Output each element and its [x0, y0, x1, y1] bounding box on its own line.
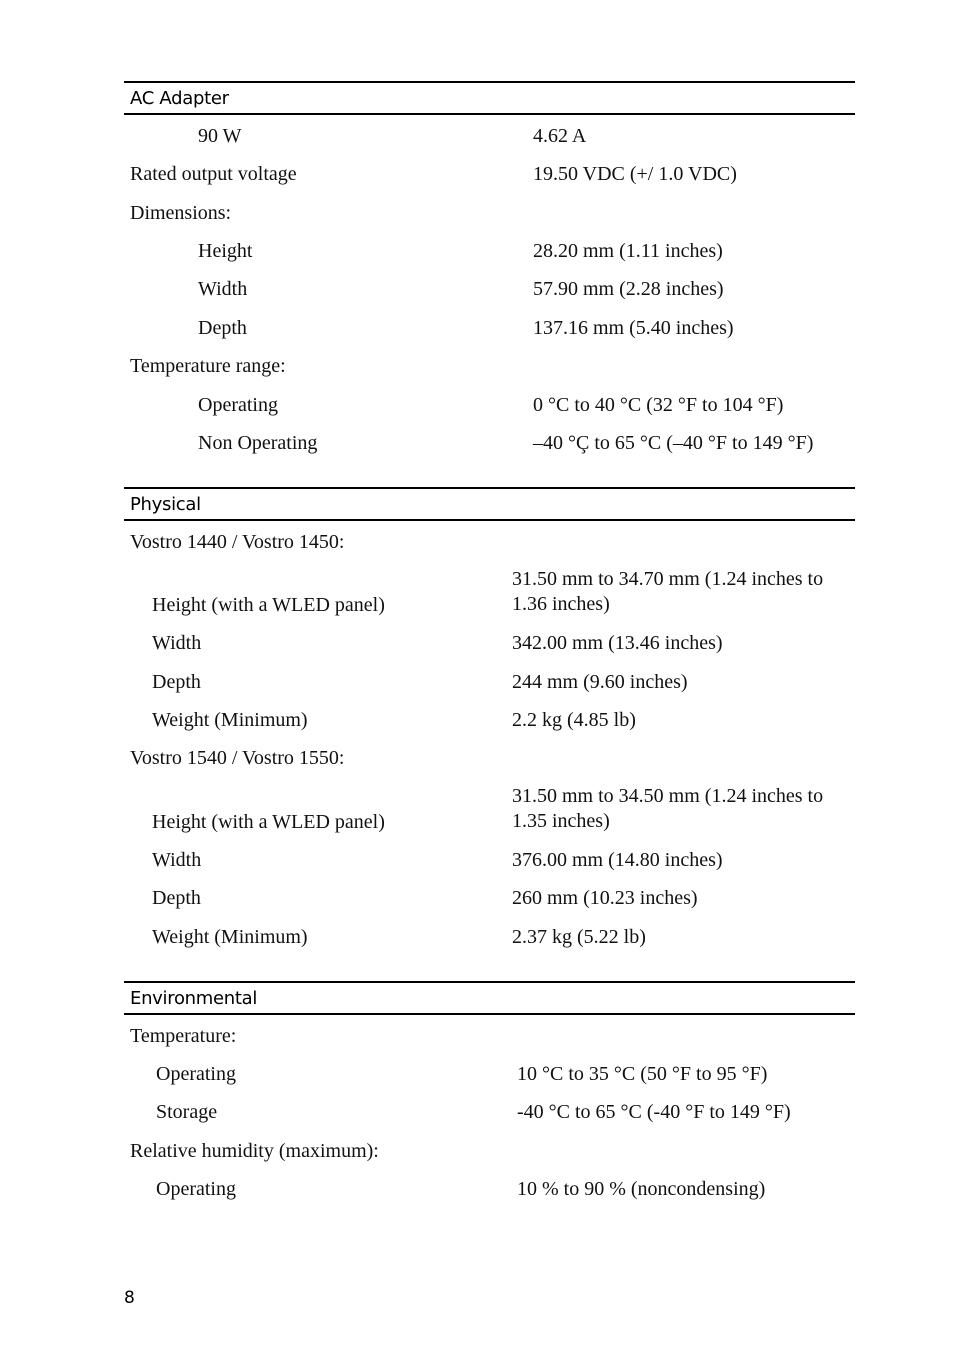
spec-value: 31.50 mm to 34.50 mm (1.24 inches to 1.35 inches) [512, 785, 824, 832]
spec-value: 2.37 kg (5.22 lb) [512, 926, 646, 948]
spec-label: Vostro 1540 / Vostro 1550: [130, 747, 345, 769]
spec-value: –40 °Ç to 65 °C (–40 °F to 149 °F) [533, 432, 814, 454]
spec-value: 137.16 mm (5.40 inches) [533, 317, 734, 339]
spec-label: Height (with a WLED panel) [152, 594, 385, 616]
page-number: 8 [124, 1288, 135, 1308]
section-header [124, 487, 855, 521]
spec-value: 28.20 mm (1.11 inches) [533, 240, 723, 262]
spec-value: 244 mm (9.60 inches) [512, 671, 688, 693]
spec-label: Operating [156, 1178, 236, 1200]
spec-label: Operating [156, 1063, 236, 1085]
spec-value: 10 °C to 35 °C (50 °F to 95 °F) [517, 1063, 768, 1085]
spec-value: 342.00 mm (13.46 inches) [512, 632, 723, 654]
spec-value: 10 % to 90 % (noncondensing) [517, 1178, 766, 1200]
spec-value: 260 mm (10.23 inches) [512, 887, 698, 909]
spec-label: Depth [198, 317, 247, 339]
section-header [124, 81, 855, 115]
spec-label: Weight (Minimum) [152, 709, 308, 731]
spec-label: Depth [152, 671, 201, 693]
spec-label: Height (with a WLED panel) [152, 811, 385, 833]
spec-value: 57.90 mm (2.28 inches) [533, 278, 724, 300]
spec-value: 31.50 mm to 34.70 mm (1.24 inches to 1.36 inches) [512, 568, 824, 615]
spec-label: Width [152, 632, 202, 654]
spec-value: 0 °C to 40 °C (32 °F to 104 °F) [533, 394, 784, 416]
spec-label: Width [152, 849, 202, 871]
spec-label: Operating [198, 394, 278, 416]
spec-label: Rated output voltage [130, 163, 297, 185]
spec-label: Storage [156, 1101, 218, 1123]
spec-value: -40 °C to 65 °C (-40 °F to 149 °F) [517, 1101, 791, 1123]
spec-label: Vostro 1440 / Vostro 1450: [130, 531, 345, 553]
spec-label: Temperature range: [130, 355, 286, 377]
section-header [124, 981, 855, 1015]
environmental-section [124, 981, 855, 1200]
physical-section [124, 487, 855, 948]
spec-label: Weight (Minimum) [152, 926, 308, 948]
ac-adapter-section [124, 81, 855, 454]
spec-value: 4.62 A [533, 125, 587, 147]
spec-value: 19.50 VDC (+/ 1.0 VDC) [533, 163, 737, 185]
section-title: Physical [130, 494, 201, 515]
spec-value: 2.2 kg (4.85 lb) [512, 709, 636, 731]
spec-label: Temperature: [130, 1025, 237, 1047]
spec-label: Depth [152, 887, 201, 909]
spec-value: 376.00 mm (14.80 inches) [512, 849, 723, 871]
spec-label: Dimensions: [130, 202, 232, 224]
section-title: AC Adapter [130, 88, 229, 109]
spec-label: Width [198, 278, 248, 300]
section-title: Environmental [130, 988, 258, 1009]
spec-label: Height [198, 240, 253, 262]
spec-label: Relative humidity (maximum): [130, 1140, 379, 1162]
spec-label: Non Operating [198, 432, 318, 454]
spec-label: 90 W [198, 125, 242, 147]
